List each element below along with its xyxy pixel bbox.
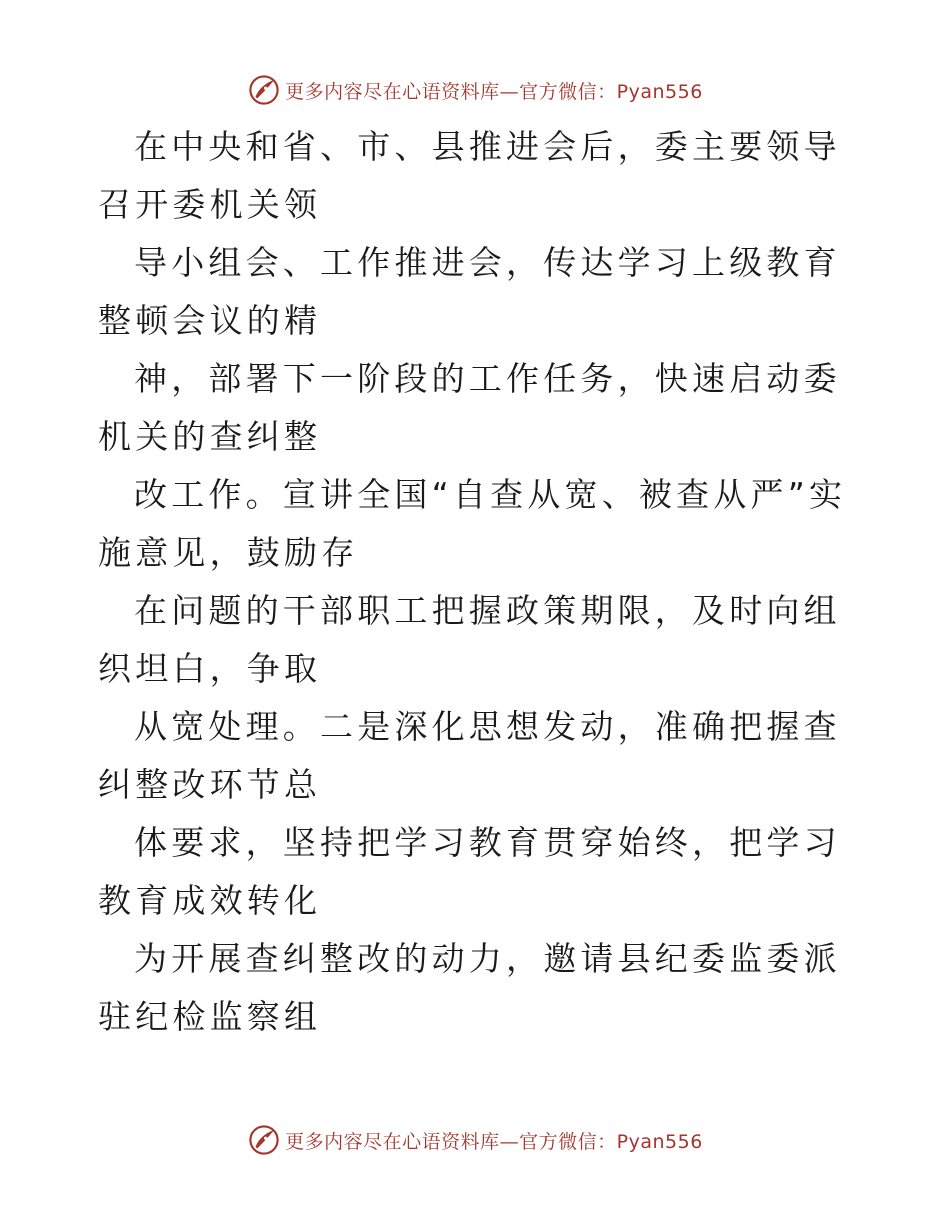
- paragraph-4: 改工作。宣讲全国“自查从宽、被查从严”实施意见，鼓励存: [98, 475, 847, 572]
- footer-banner: [0, 1120, 950, 1160]
- paragraph-1: 在中央和省、市、县推进会后，委主要领导召开委机关领: [98, 127, 841, 224]
- footer-wechat-id: Pyan556: [616, 1130, 703, 1153]
- paragraph-6: 从宽处理。二是深化思想发动，准确把握查纠整改环节总: [98, 707, 841, 804]
- header-banner-label: 更多内容尽在心语资料库—官方微信：: [285, 80, 617, 103]
- paragraph-2: 导小组会、工作推进会，传达学习上级教育整顿会议的精: [98, 243, 841, 340]
- paragraph-7: 体要求，坚持把学习教育贯穿始终，把学习教育成效转化: [98, 823, 841, 920]
- pen-nib-icon: [247, 1123, 281, 1157]
- pen-nib-icon: [247, 73, 281, 107]
- footer-banner-text: [285, 1127, 703, 1154]
- header-banner: [0, 70, 950, 110]
- footer-banner-label: 更多内容尽在心语资料库—官方微信：: [285, 1130, 617, 1153]
- document-body: [98, 118, 858, 1046]
- header-banner-text: [285, 77, 703, 104]
- header-wechat-id: Pyan556: [616, 80, 703, 103]
- paragraph-8: 为开展查纠整改的动力，邀请县纪委监委派驻纪检监察组: [98, 939, 841, 1036]
- paragraph-5: 在问题的干部职工把握政策期限，及时向组织坦白，争取: [98, 591, 841, 688]
- paragraph-3: 神，部署下一阶段的工作任务，快速启动委机关的查纠整: [98, 359, 841, 456]
